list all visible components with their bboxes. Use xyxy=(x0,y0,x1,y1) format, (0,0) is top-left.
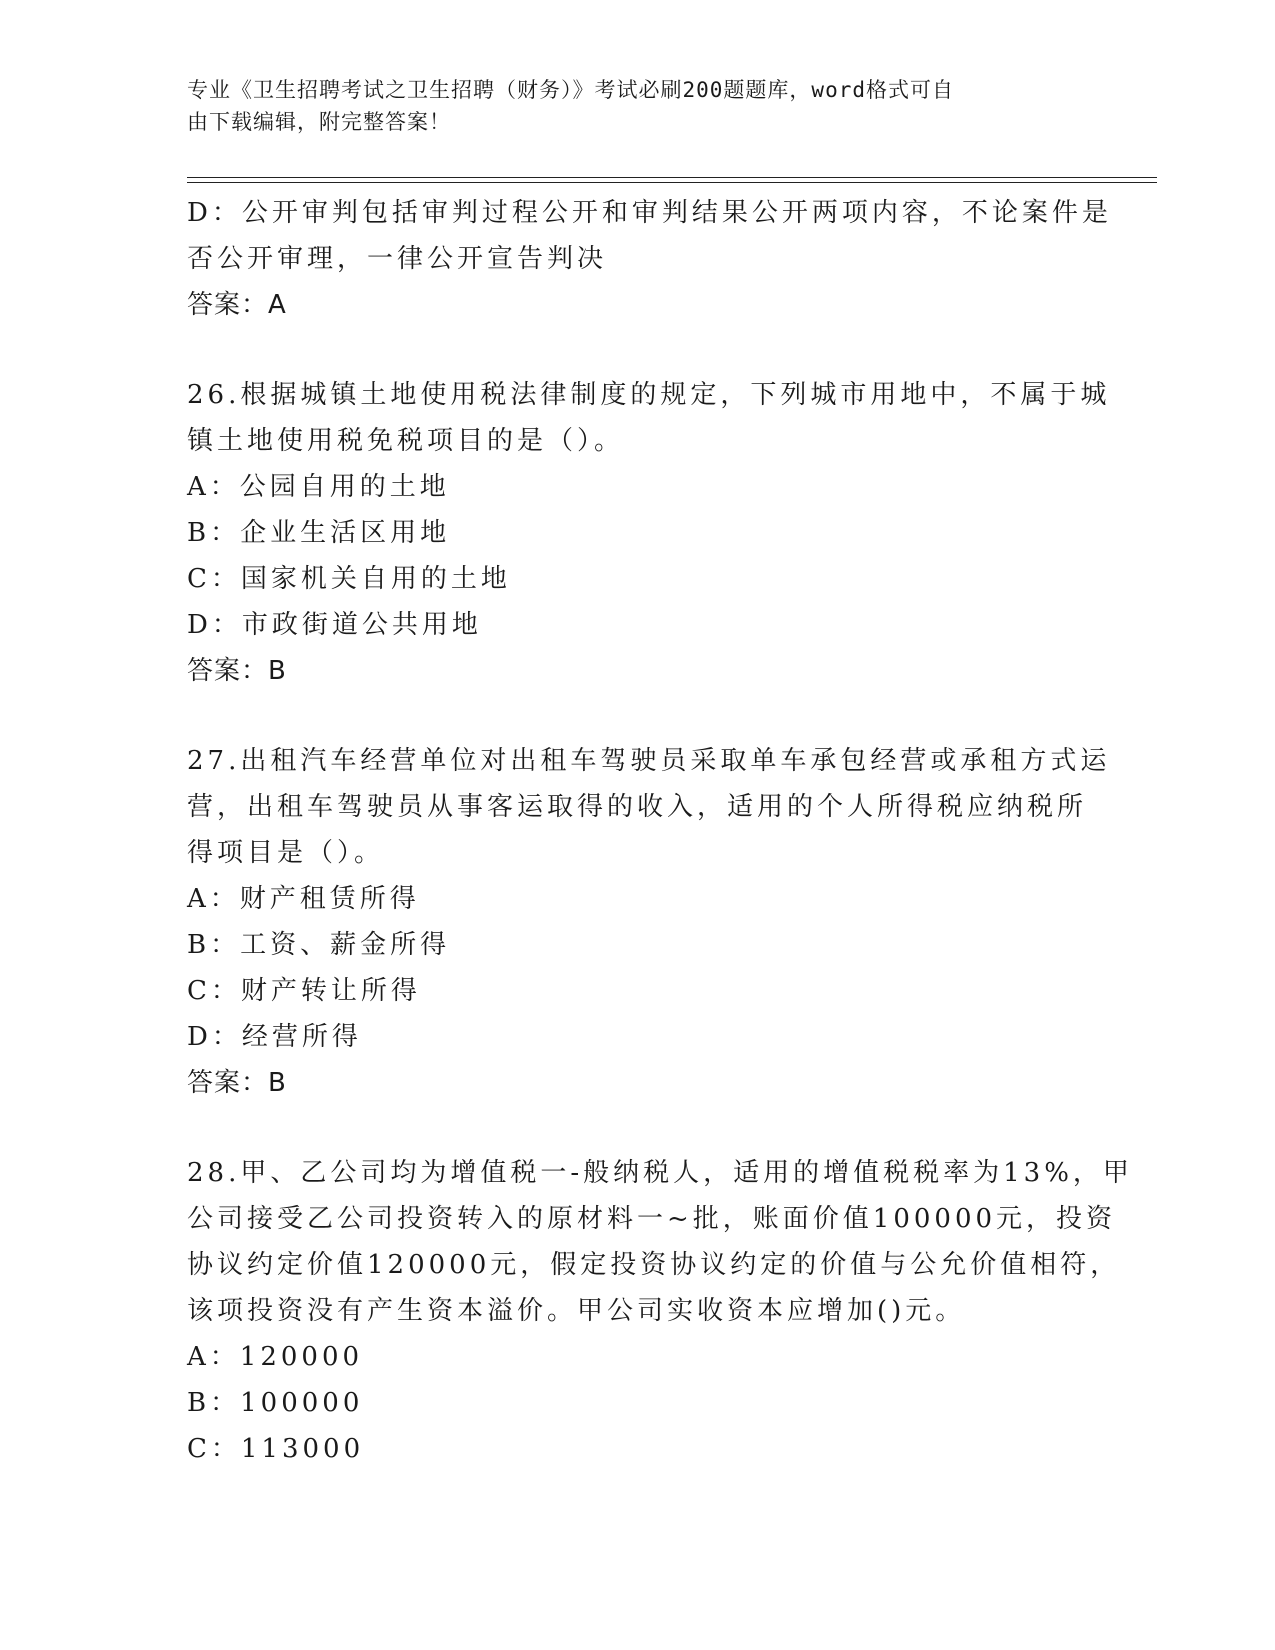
option-d: D：市政街道公共用地 xyxy=(187,610,482,640)
header-divider-bottom xyxy=(187,182,1157,183)
answer-label: 答案：A xyxy=(187,290,287,320)
question-27 xyxy=(187,738,1111,1106)
option-d: D：经营所得 xyxy=(187,1022,362,1052)
question-28 xyxy=(187,1150,1133,1472)
header-line-2: 由下载编辑，附完整答案！ xyxy=(187,110,451,134)
option-d: D：公开审判包括审判过程公开和审判结果公开两项内容，不论案件是 xyxy=(187,198,1112,228)
option-a: A：财产租赁所得 xyxy=(187,884,420,914)
option-c: C：113000 xyxy=(187,1434,365,1464)
question-stem-continued: 该项投资没有产生资本溢价。甲公司实收资本应增加()元。 xyxy=(187,1296,966,1326)
question-25-tail xyxy=(187,190,1112,328)
spacer xyxy=(187,1106,1087,1150)
answer-label: 答案：B xyxy=(187,656,287,686)
header-line-1: 专业《卫生招聘考试之卫生招聘（财务）》考试必刷200题题库，word格式可自 xyxy=(187,78,954,102)
option-c: C：财产转让所得 xyxy=(187,976,421,1006)
spacer xyxy=(187,328,1087,372)
option-a: A：公园自用的土地 xyxy=(187,472,450,502)
question-26 xyxy=(187,372,1111,694)
header-divider-top xyxy=(187,177,1157,178)
question-stem: 28.甲、乙公司均为增值税一-般纳税人，适用的增值税税率为13%，甲 xyxy=(187,1158,1133,1188)
option-c: C：国家机关自用的土地 xyxy=(187,564,511,594)
question-stem-continued: 得项目是（）。 xyxy=(187,838,385,868)
option-b: B：企业生活区用地 xyxy=(187,518,451,548)
question-stem-continued: 营，出租车驾驶员从事客运取得的收入，适用的个人所得税应纳税所 xyxy=(187,792,1088,822)
option-a: A：120000 xyxy=(187,1342,364,1372)
question-stem-continued: 镇土地使用税免税项目的是（）。 xyxy=(187,426,625,456)
document-header xyxy=(187,74,1087,138)
question-stem-continued: 公司接受乙公司投资转入的原材料一~批，账面价值100000元，投资 xyxy=(187,1204,1117,1234)
question-content xyxy=(187,190,1133,1472)
question-stem: 26.根据城镇土地使用税法律制度的规定，下列城市用地中，不属于城 xyxy=(187,380,1111,410)
answer-label: 答案：B xyxy=(187,1068,287,1098)
option-d-continued: 否公开审理，一律公开宣告判决 xyxy=(187,244,608,274)
question-stem-continued: 协议约定价值120000元，假定投资协议约定的价值与公允价值相符， xyxy=(187,1250,1121,1280)
question-stem: 27.出租汽车经营单位对出租车驾驶员采取单车承包经营或承租方式运 xyxy=(187,746,1111,776)
option-b: B：100000 xyxy=(187,1388,364,1418)
option-b: B：工资、薪金所得 xyxy=(187,930,451,960)
spacer xyxy=(187,694,1087,738)
